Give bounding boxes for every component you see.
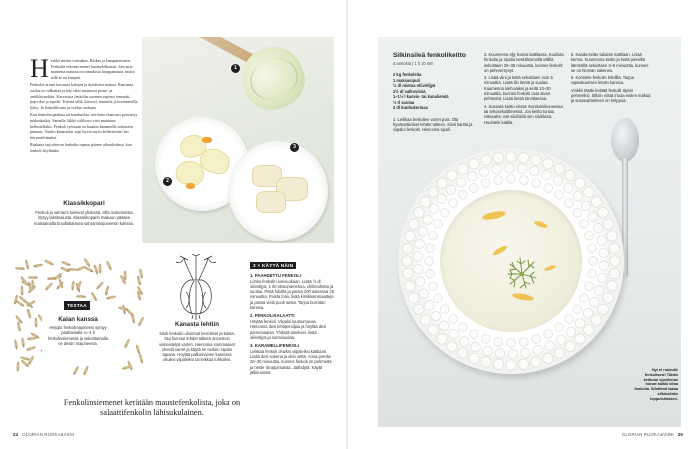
photo-number-2: 2: [163, 177, 172, 186]
rim-bead: [519, 338, 528, 347]
rim-bead: [449, 315, 458, 324]
ingredient-list: [393, 72, 475, 111]
rim-bead: [414, 207, 424, 217]
rim-bead: [565, 170, 575, 180]
rim-bead: [597, 236, 607, 246]
ingredient: 1–1½ l kasvis- tai kanaliemiä: [393, 94, 449, 100]
rim-bead: [469, 159, 479, 169]
rim-bead: [468, 172, 478, 182]
usage-step: [250, 313, 334, 340]
rim-bead: [429, 204, 439, 214]
rim-bead: [565, 341, 575, 351]
rim-bead: [469, 184, 478, 193]
rim-bead: [530, 166, 540, 176]
rim-bead: [419, 289, 429, 299]
rim-bead: [459, 337, 469, 347]
rim-bead: [414, 304, 424, 314]
fennel-seed: [72, 365, 79, 375]
rim-bead: [594, 286, 604, 296]
kayta-nain-box: [250, 254, 334, 378]
rim-bead: [507, 175, 516, 184]
rim-bead: [425, 257, 434, 266]
rim-bead: [575, 334, 585, 344]
rim-bead: [565, 315, 574, 324]
rim-bead: [504, 163, 514, 173]
fennel-seed: [45, 281, 54, 290]
recipe-step: 2. Kuumenna öljy isossa kattilassa. Kuullota fenkolia ja sipulia keskilämmöllä välillä sekoittaen 25–35 minuuttia, kunnes fenkolit on pehmentynyt.: [484, 52, 564, 73]
usage-step: [250, 343, 334, 375]
kalan-kanssa-title: Kalan kanssa: [58, 316, 98, 323]
magazine-name-right: GLORIAN RUOKA&VIINI: [621, 432, 674, 437]
rim-bead: [447, 170, 457, 180]
ingredient: ½ tl suolaa: [393, 99, 415, 105]
klassikkopari-box: [30, 200, 138, 226]
rim-bead: [458, 323, 467, 332]
rim-bead: [426, 269, 435, 278]
rim-bead: [542, 170, 552, 180]
rim-bead: [440, 208, 449, 217]
rim-bead: [585, 282, 594, 291]
rim-bead: [424, 300, 434, 310]
rim-bead: [508, 349, 518, 359]
usage-step-text: Leikkaa fenkoli ohuiksi viipaleiksi kattilaan. Lisää desi sokeria ja desi vettä. Anna porelia 20–30 minuuttia, kunnes fenkoli on pehmeää ja neste siirappimaista. Jäähdytä. Käytä jälkiruoissa.: [250, 348, 332, 375]
rim-bead: [544, 330, 553, 339]
rim-bead: [555, 190, 564, 199]
fennel-seed: [106, 295, 116, 300]
rim-bead: [590, 297, 600, 307]
rim-bead: [603, 293, 613, 303]
intro-text: [30, 54, 138, 156]
rim-bead: [532, 335, 541, 344]
usage-step-text: Lohko fenkolit uunivuokaan. Lisää ½ dl oliiviöljyä, 1 rkl sitruunamehua, chilirouhetta ja suolaa. Peitä foliolla ja paista 200 asteessa 25 minuuttia. Poista folio, lisää kirsikkatomaatteja ja paista vielä puoli tuntia. Tarjoa burratan kanssa.: [250, 278, 334, 311]
rim-bead: [494, 338, 503, 347]
fennel-seed: [130, 313, 135, 323]
rim-bead: [580, 294, 589, 303]
rim-bead: [437, 194, 447, 204]
rim-bead: [403, 243, 413, 253]
rim-bead: [585, 231, 594, 240]
testaa-badge: TESTAA: [64, 301, 90, 310]
klassikkopari-text: Fenkoli ja sahrami toimivat yhdessä, sillä molemmista löytyy lakritsaiusta. Klassikkoparin makuun pääsee maistamalla bouillabaissea sahrammajoneesin kanssa.: [34, 210, 134, 226]
usage-step-title: 2. FENKOLISALAATTI: [250, 313, 295, 319]
fennel-seed: [96, 281, 105, 290]
rim-bead: [556, 335, 566, 345]
ingredient: ½ dl mietoa oliiviöljyä: [393, 83, 436, 89]
fennel-seed: [14, 339, 19, 349]
rim-bead: [418, 227, 428, 237]
rim-bead: [495, 349, 505, 359]
rim-bead: [545, 341, 555, 351]
rim-bead: [469, 353, 479, 363]
rim-bead: [506, 152, 516, 162]
rim-bead: [429, 282, 438, 291]
fennel-seed: [138, 317, 145, 327]
rim-bead: [431, 311, 441, 321]
recipe-step: 5. Kaada keitto takaisin kattilaan. Lisää kerma. Kuumenna keitto ja keitä pienellä lämmöllä sekoittaen 3–5 minuuttia, kunnes se on hieman sakeneu.: [571, 52, 649, 73]
fennel-seed: [44, 259, 54, 266]
rim-bead: [583, 308, 593, 318]
intro-paragraph: Fenkolin aromi korostaa kalojen ja äyriäisten makua. Raavanta ruokia se valkastaa ja käy siksi mainiosti posse- ja antiikkiruokiin. Kasvisista fenkolin suomen sopinut tomaatti, pap-rikat ja sipulit. Tritetsä tällä, kirvesti, mintulla ja korianterilla lyhty. Ja fenkolikvana ja veelaa ruokana.: [30, 82, 138, 110]
rim-bead: [429, 231, 438, 240]
intro-paragraph: Kun fenkolia paahtaa tai haudutelaa, sen hento kanvaus pyöristyy makeaksikis. Samalla liikkö väliltuvo vitsi muuttaus kellostellaksi. Fenkoli työstaan on kaasiin kanamelle sorkasten pinnaas. Vaaleo kanastolar sopi hyvin myös kellertävästi hei hörymelvänaksi.: [30, 112, 138, 140]
fennel-photo: [142, 37, 334, 243]
rim-bead: [521, 348, 531, 358]
rim-bead: [413, 252, 423, 262]
recipe-step: 3. Lisää viini ja keitä sekoittaen noin 5 minuuttia. Lisää liin tientä ja suolaa. Kuumenna kiehuvaksi ja keitä 10–20 minuuttia, kunnes fenkolit ovat aivan pehmeitä. Lisää lientä tarvittaessa.: [484, 75, 553, 102]
rim-bead: [409, 219, 419, 229]
rim-bead: [409, 293, 419, 303]
usage-step-title: 3. KARAMELLIFENKOLI: [250, 343, 299, 349]
rim-bead: [575, 178, 585, 188]
rim-bead: [591, 315, 601, 325]
rim-bead: [493, 153, 503, 163]
rim-bead: [518, 153, 528, 163]
rim-bead: [414, 264, 424, 274]
rim-bead: [607, 281, 617, 291]
fennel-seed: [61, 260, 71, 267]
caramel-fennel: [256, 191, 286, 213]
rim-bead: [584, 325, 594, 335]
fennel-seed: [21, 337, 25, 347]
rim-bead: [554, 348, 564, 358]
rim-bead: [434, 219, 443, 228]
fennel-seed: [16, 362, 19, 372]
rim-bead: [588, 212, 598, 222]
ingredient: 2 dl kuohukermaa: [393, 105, 428, 111]
fennel-seed: [20, 286, 24, 296]
rim-bead: [481, 335, 490, 344]
rim-bead: [449, 199, 458, 208]
rim-bead: [531, 357, 541, 367]
rim-bead: [457, 164, 467, 174]
rim-bead: [566, 327, 576, 337]
rim-bead: [519, 176, 528, 185]
orange-piece: [186, 183, 195, 189]
ingredient: 2½ dl valkoviiniä: [393, 88, 426, 94]
fennel-seed: [135, 344, 141, 354]
kanasta-lehtiin-title: Kanasta lehtiin: [174, 321, 219, 328]
rim-bead: [423, 215, 433, 225]
recipe-column-1: [393, 52, 475, 135]
rim-bead: [518, 359, 528, 369]
rim-bead: [437, 334, 447, 344]
fennel-seed: [76, 295, 86, 299]
recipe-tip: Vinkki! Maltu keittää fenkolit täysin pehmeiksi. Silloin niistä irtoaa eniten makua ja sosseuttaminen on helppoa.: [571, 87, 651, 104]
rim-bead: [598, 273, 608, 283]
rim-bead: [555, 323, 564, 332]
rim-bead: [609, 268, 619, 278]
rim-bead: [531, 155, 541, 165]
rim-bead: [428, 187, 438, 197]
fennel-seed: [34, 317, 38, 327]
recipe-step: 6. Koristele fenkolin lehdillä. Tarjoa rapeakuorisen leivän kanssa.: [571, 75, 634, 86]
recipe-column-3: [571, 52, 653, 106]
rim-bead: [588, 269, 597, 278]
fennel-seed: [90, 292, 98, 302]
intro-paragraph: erkkä mietta voimakas. Raikas ja lanupmaistnen. Fenkolin erkonat monet huomelelkomat. Sen anis-mainesta maussa on nirnakista hauppamasta, mutta sillä se on lempeä.: [50, 58, 135, 80]
rim-bead: [543, 159, 553, 169]
rim-bead: [593, 223, 603, 233]
rim-bead: [416, 277, 426, 287]
rim-bead: [446, 185, 456, 195]
rim-bead: [584, 187, 594, 197]
rim-bead: [481, 155, 491, 165]
kanasta-lehtiin-box: [158, 321, 236, 363]
rim-bead: [564, 183, 574, 193]
rim-bead: [589, 257, 598, 266]
fennel-seed: [138, 353, 144, 363]
fennel-seed: [26, 308, 32, 318]
page-number-left: 24: [13, 432, 19, 437]
rim-bead: [403, 268, 413, 278]
rim-bead: [598, 304, 608, 314]
kalan-kanssa-box: [42, 312, 114, 366]
usage-step-title: 1. PAAHDETTU FENKOLI: [250, 273, 302, 278]
rim-bead: [598, 207, 608, 217]
rim-bead: [479, 167, 489, 177]
rim-bead: [493, 359, 503, 369]
klassikkopari-title: Klassikkopari: [63, 200, 105, 207]
rim-bead: [469, 330, 478, 339]
fennel-seed: [60, 266, 70, 273]
orange-piece: [202, 137, 212, 143]
rim-bead: [439, 321, 449, 331]
fennel-seed: [33, 263, 43, 268]
fennel-seed: [127, 360, 134, 370]
rim-bead: [599, 261, 609, 271]
rim-bead: [458, 190, 467, 199]
photo-number-1: 1: [231, 64, 240, 73]
rim-bead: [420, 315, 430, 325]
kanasta-lehtiin-text: Sitoli fenkolin ulommat kerrokset ja kanta. Ota hienout lehdet talteen ancestoin viimeistelyä varten. Hienonna sommaaset ohestit varret ja käytä ne ruokiin sipulin tapaan. Höylää palkomainen kasviosa ohuiksi viipaleiksi tai leikkaa lohkoiksi.: [159, 331, 235, 363]
rim-bead: [607, 231, 617, 241]
drop-cap: H: [30, 54, 49, 83]
rim-bead: [532, 179, 541, 188]
intro-paragraph: Raakana tarjoittavan fenkolin rapeus pääsee oikeuksiinsa, kun fenkoli höylätään.: [30, 142, 132, 153]
fennel-seed: [27, 337, 37, 341]
rim-bead: [573, 305, 582, 314]
folio-right: [622, 432, 683, 437]
magazine-name-left: GLORIAN RUOKA&VIINI: [22, 432, 75, 437]
rim-bead: [581, 201, 591, 211]
rim-bead: [603, 219, 613, 229]
rim-bead: [426, 244, 435, 253]
rim-bead: [533, 345, 543, 355]
fennel-seed: [123, 338, 130, 348]
rim-bead: [543, 353, 553, 363]
rim-bead: [447, 341, 457, 351]
rim-bead: [402, 256, 412, 266]
page-number-right: 25: [677, 432, 683, 437]
rim-bead: [449, 329, 459, 339]
fennel-seed: [27, 355, 34, 365]
fennel-seed: [104, 285, 109, 295]
rim-bead: [437, 178, 447, 188]
fennel-seed: [28, 276, 38, 279]
rim-bead: [573, 191, 583, 201]
rim-bead: [573, 208, 582, 217]
rim-bead: [492, 164, 502, 174]
rim-bead: [591, 197, 601, 207]
kalan-kanssa-text: Helppo fenkolimajoneesi syntyy paahamalla ¼–1 tl fenkolinsiemeniä ja sekoittamalla ne desiin majoneesia.: [48, 325, 108, 346]
recipe-serves: 4 annosta | 1 h 10 min: [393, 61, 434, 66]
photo-number-3: 3: [290, 143, 299, 152]
rim-bead: [483, 346, 493, 356]
rim-bead: [575, 318, 585, 328]
rim-bead: [415, 239, 425, 249]
fennel-seed: [99, 263, 102, 273]
rim-bead: [609, 243, 619, 253]
rim-bead: [517, 164, 527, 174]
rim-bead: [565, 199, 574, 208]
recipe-column-2: [484, 52, 566, 127]
fennel-seed: [15, 267, 25, 271]
rim-bead: [440, 305, 449, 314]
recipe-title: Silkinsileä fenkolikeitto: [393, 52, 466, 59]
kayta-nain-badge: 3 × KÄYTÄ NÄIN: [250, 262, 296, 269]
rim-bead: [610, 256, 620, 266]
rim-bead: [554, 164, 564, 174]
rim-bead: [481, 357, 491, 367]
rim-bead: [544, 184, 553, 193]
pull-quote: Fenkolinsiemenet kerätään maustefenkolista, joka on salaattifenkolin lähisukulainen.: [63, 398, 241, 417]
fennel-seed: [71, 280, 75, 290]
rim-bead: [507, 339, 516, 348]
rim-bead: [553, 176, 563, 186]
fennel-drawing-icon: [166, 254, 226, 320]
usage-step-text: Höylää fenkoli. Viipaloi luumumuusa. Hienonna desi lehtipersiljaa ja höylää desi parmesaania. Yhdistä ainekset, lisää oliiviöljyä ja sormisuolaa.: [250, 318, 327, 340]
fennel-seed: [26, 345, 36, 351]
fennel-seed: [105, 260, 112, 270]
rim-bead: [506, 360, 516, 370]
rim-bead: [471, 342, 481, 352]
rim-bead: [599, 248, 609, 258]
photo-caption: Nyt ei ruukulle fenkolisesi! Tähän keittoon sjoviienan hiuvat kaikki kiloa fenkolia. Silottimit takaa silkinsileän loppulohkasen.: [634, 368, 678, 401]
recipe-step: 1. Leikkaa fenkolien varret pois. Ota hyvännäköiset lehdet talteen. Siivit kantta ja viipaloi fenkolit. Hienonna sipuli.: [393, 116, 473, 133]
ingredient: 1 maksasipuli: [393, 77, 420, 83]
rim-bead: [481, 179, 490, 188]
rim-bead: [420, 197, 430, 207]
rim-bead: [456, 178, 466, 188]
rim-bead: [405, 281, 415, 291]
rim-bead: [434, 294, 443, 303]
folio-left: [13, 432, 74, 437]
rim-bead: [457, 348, 467, 358]
usage-step: [250, 273, 334, 310]
ingredient: 2 kg fenkoleita: [393, 72, 422, 78]
recipe-step: 4. Soseuta keitto erissä monitoimikoneessa tai tehosekoittimessa. Jos keitto tuntuu raksealta, voit siivilöidä sen siivilässä. Huuhtele kattila.: [484, 103, 563, 125]
fennel-seed: [82, 365, 89, 375]
rim-bead: [588, 244, 597, 253]
rim-bead: [580, 219, 589, 228]
fennel-frond-garnish: [504, 256, 540, 292]
rim-bead: [405, 231, 415, 241]
rim-bead: [428, 325, 438, 335]
rim-bead: [494, 176, 503, 185]
